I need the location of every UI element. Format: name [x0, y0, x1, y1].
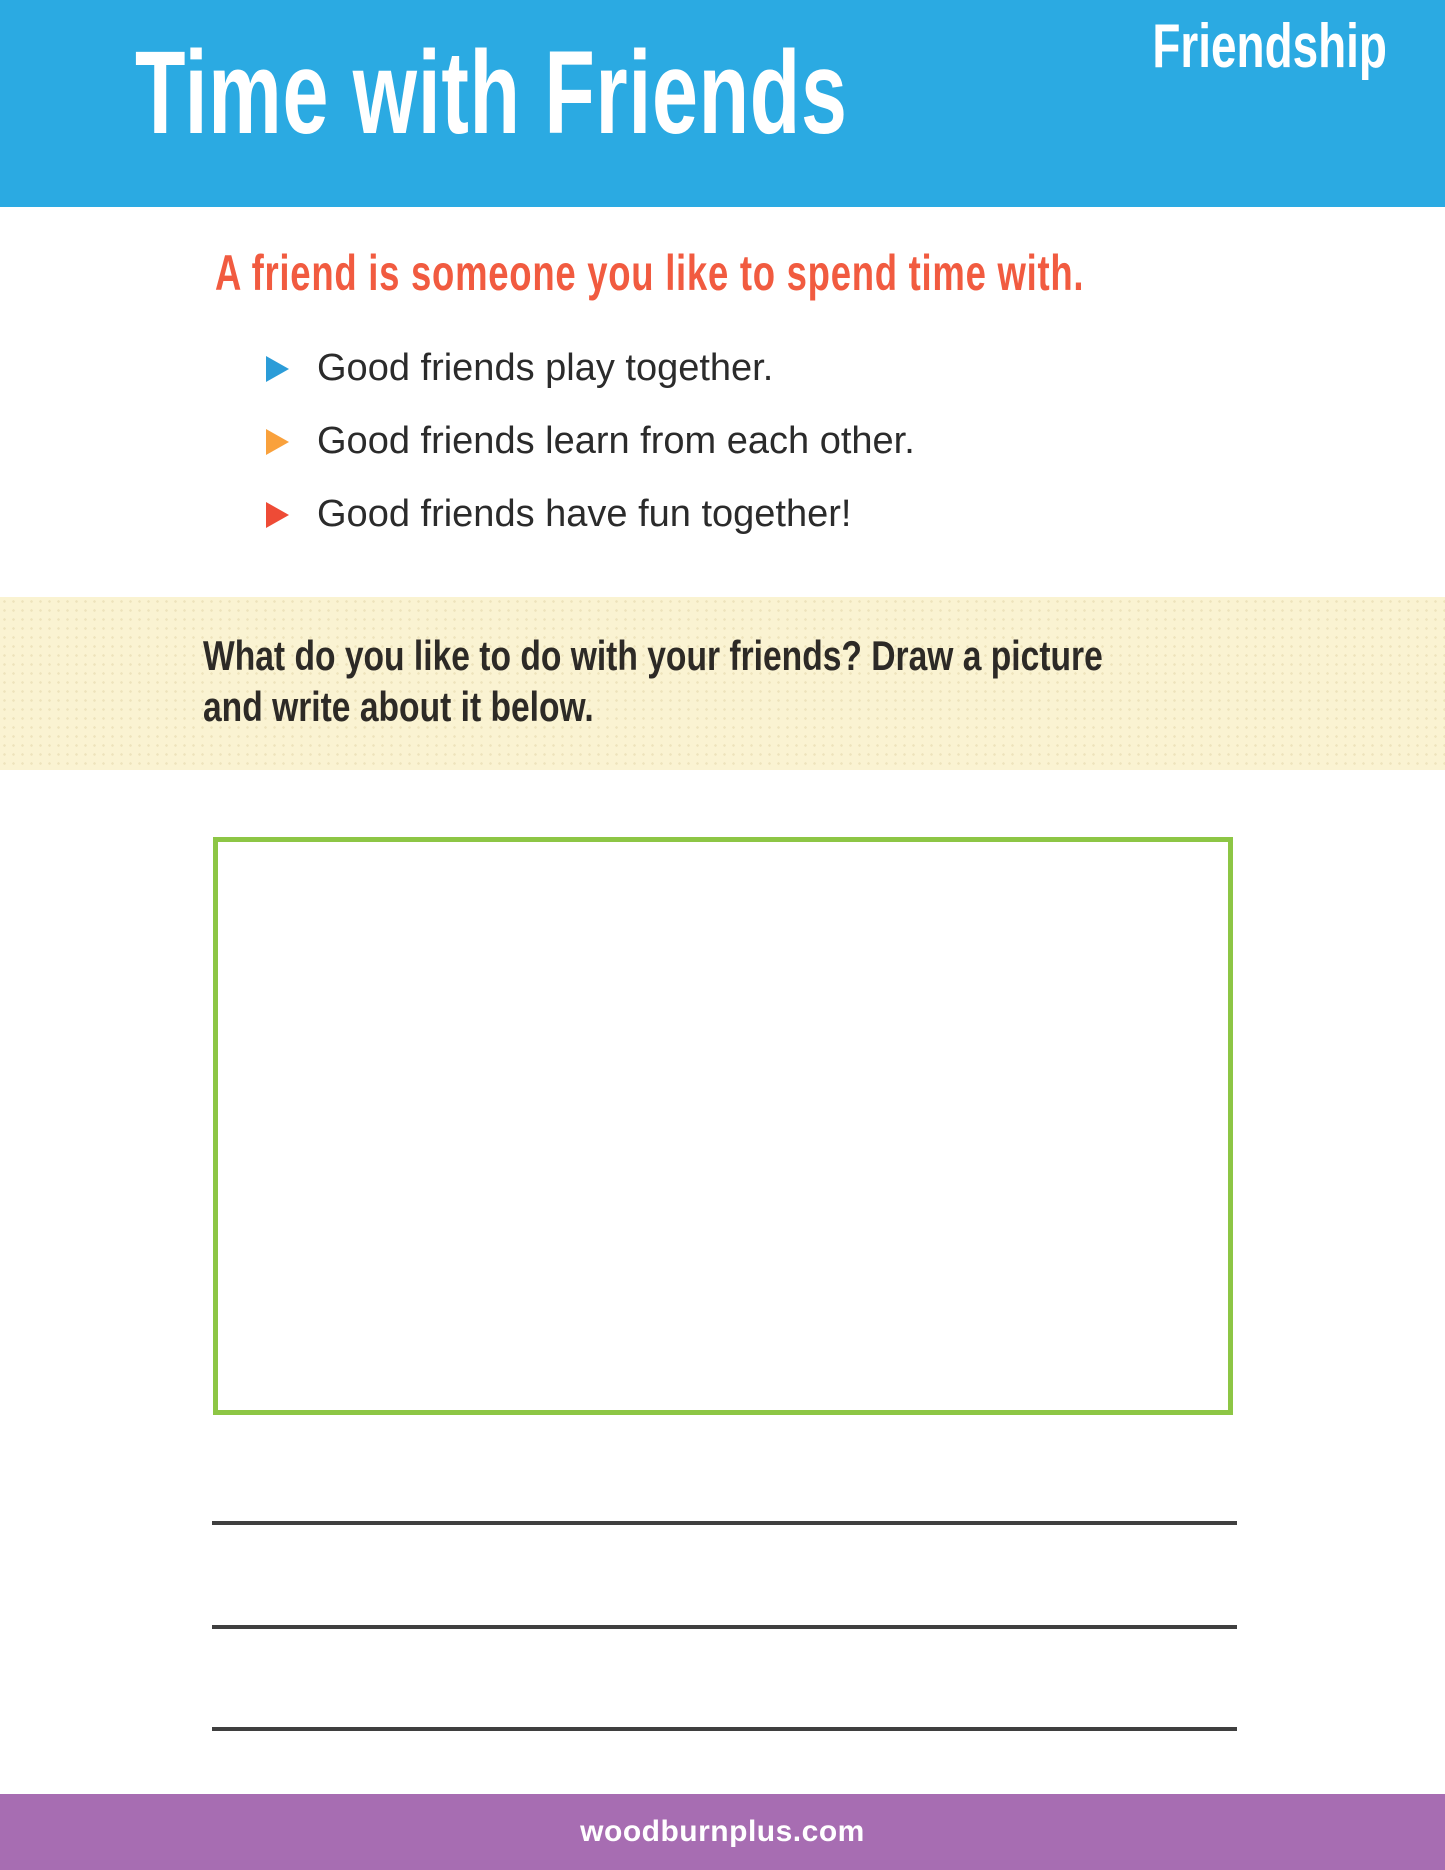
header-banner — [0, 0, 1445, 207]
bullet-text: Good friends have fun together! — [317, 493, 852, 536]
page-title: Time with Friends — [135, 27, 848, 159]
writing-line[interactable] — [212, 1727, 1237, 1731]
right-triangle-icon — [266, 356, 289, 382]
intro-heading: A friend is someone you like to spend time with. — [215, 245, 1085, 301]
footer-banner — [0, 1794, 1445, 1870]
prompt-text — [203, 630, 1328, 732]
right-triangle-icon — [266, 429, 289, 455]
right-triangle-icon — [266, 502, 289, 528]
bullet-item — [266, 346, 915, 392]
category-label: Friendship — [1152, 12, 1387, 81]
writing-line[interactable] — [212, 1625, 1237, 1629]
prompt-band — [0, 597, 1445, 770]
bullet-text: Good friends learn from each other. — [317, 420, 915, 463]
bullet-list — [266, 346, 915, 565]
writing-line[interactable] — [212, 1521, 1237, 1525]
drawing-box[interactable] — [213, 837, 1233, 1415]
footer-website-text: woodburnplus.com — [580, 1815, 865, 1848]
bullet-item — [266, 419, 915, 465]
bullet-text: Good friends play together. — [317, 347, 774, 390]
prompt-line-2: and write about it below. — [203, 683, 594, 731]
bullet-item — [266, 492, 915, 538]
prompt-line-1: What do you like to do with your friends? Draw a picture — [203, 632, 1103, 679]
